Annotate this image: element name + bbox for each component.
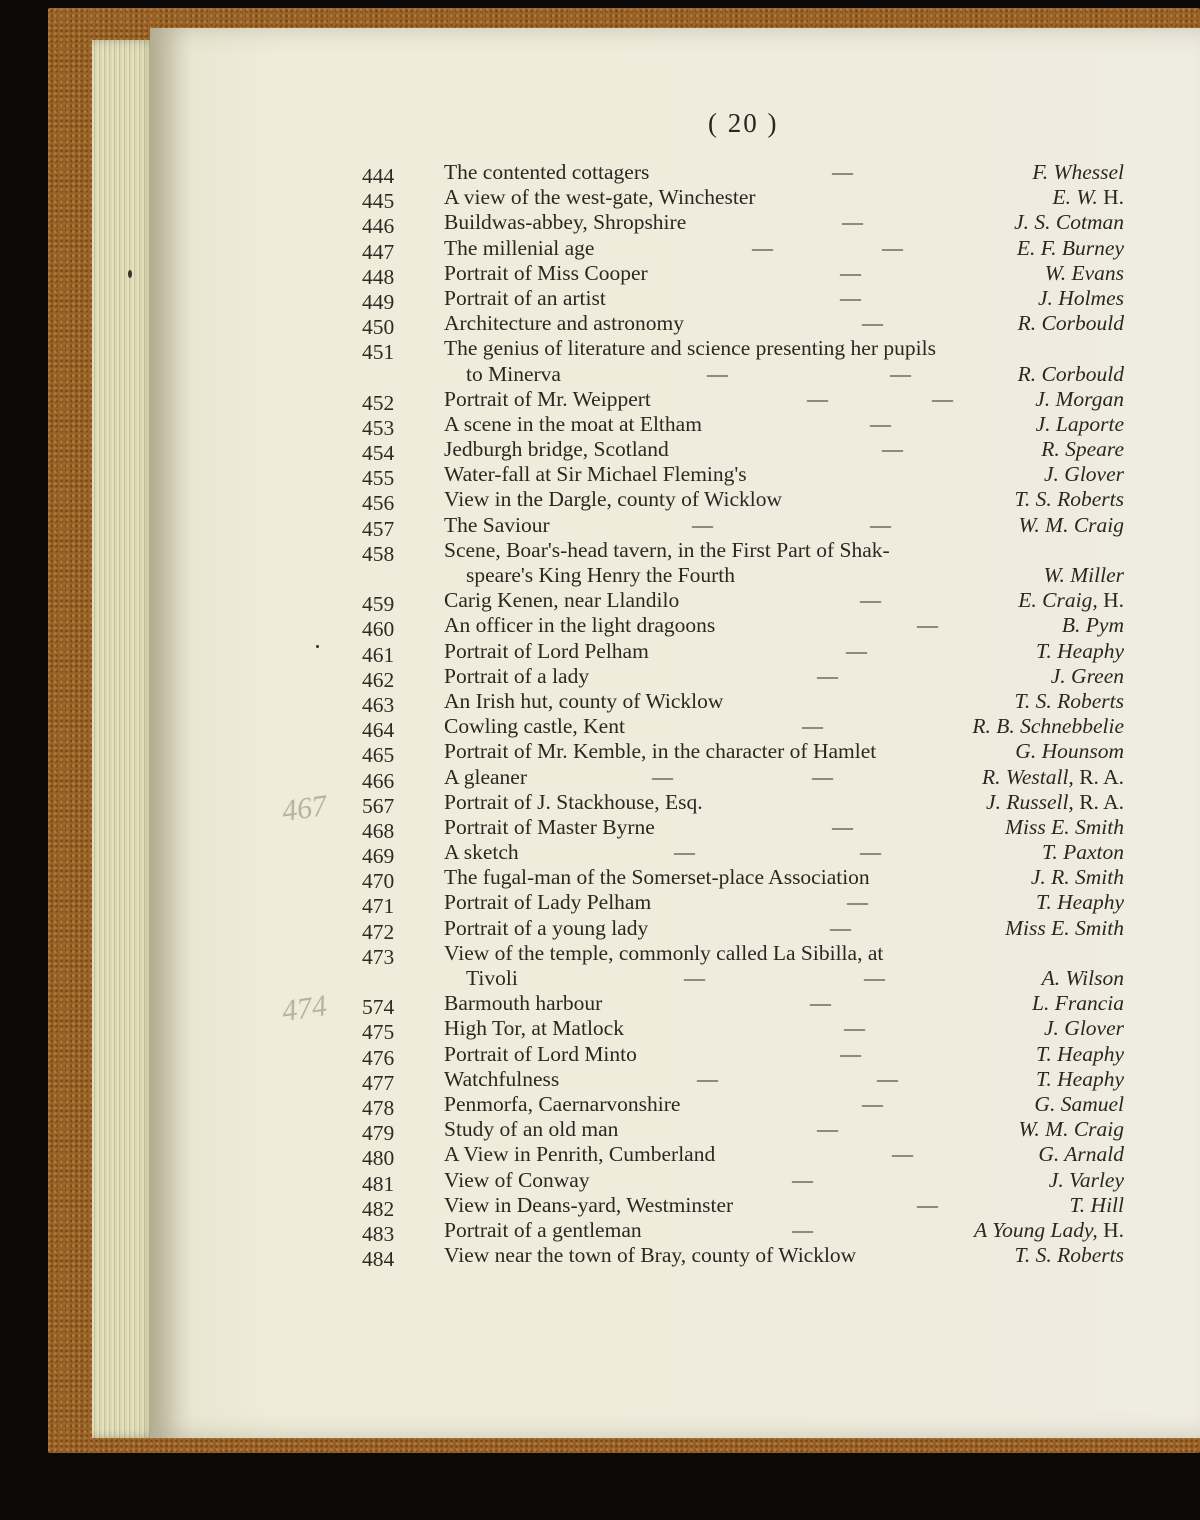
entry-artist <box>1018 311 1124 336</box>
entry-dash: — <box>684 966 705 990</box>
entry-artist <box>1032 991 1124 1016</box>
entry-artist <box>1042 966 1124 991</box>
artist-name: T. Heaphy <box>1036 1066 1124 1091</box>
entry-number: 479 <box>362 1121 395 1146</box>
catalogue-entry <box>362 185 1132 214</box>
entry-number: 444 <box>362 164 395 188</box>
catalogue-entry <box>362 991 1132 1020</box>
artist-name: E. F. Burney <box>1016 235 1124 260</box>
entry-dash: — <box>844 1016 865 1041</box>
artist-name: L. Francia <box>1032 991 1124 1016</box>
artist-name: T. Paxton <box>1041 840 1124 865</box>
catalogue-entry <box>362 940 1132 969</box>
entry-dash: — <box>817 1117 838 1142</box>
entry-title: Portrait of Lord Pelham <box>444 638 649 663</box>
entry-title: Tivoli <box>466 966 518 990</box>
entry-dash: — <box>870 512 891 537</box>
entry-title: Carig Kenen, near Llandilo <box>444 588 680 613</box>
catalogue-entry <box>362 915 1132 944</box>
artist-suffix: R. A. <box>1079 764 1124 789</box>
catalogue-entry <box>362 638 1132 667</box>
entry-artist <box>1035 387 1124 412</box>
catalogue-entry <box>362 362 1132 387</box>
artist-name: R. B. Schnebbelie <box>972 714 1124 739</box>
artist-suffix: H. <box>1103 185 1124 210</box>
artist-name: T. Heaphy <box>1036 1041 1124 1066</box>
entry-number: 481 <box>362 1171 395 1196</box>
artist-name: J. Glover <box>1044 462 1124 487</box>
catalogue-entry <box>362 613 1132 642</box>
entry-number: 456 <box>362 491 395 516</box>
catalogue-entry <box>362 487 1132 516</box>
entry-number: 465 <box>362 743 395 768</box>
artist-name: T. S. Roberts <box>1014 688 1124 713</box>
entry-title: An Irish hut, county of Wicklow <box>444 688 724 713</box>
entry-title: Penmorfa, Caernarvonshire <box>444 1091 681 1116</box>
catalogue-entry <box>362 1142 1132 1171</box>
entry-artist <box>1044 462 1124 487</box>
artist-name: R. Speare <box>1041 437 1124 462</box>
catalogue-entry <box>362 1016 1132 1045</box>
entry-artist <box>1051 664 1124 689</box>
artist-name: J. R. Smith <box>1030 865 1124 890</box>
entry-title: Architecture and astronomy <box>444 311 684 336</box>
entry-title: Portrait of Lady Pelham <box>444 890 652 915</box>
entry-number: 453 <box>362 415 395 440</box>
catalogue-entry <box>362 1041 1132 1070</box>
entry-artist <box>1041 437 1124 462</box>
entry-dash: — <box>842 210 863 235</box>
entry-title: A scene in the moat at Eltham <box>444 411 702 436</box>
artist-suffix: R. A. <box>1079 789 1124 814</box>
entry-title: The genius of literature and science presenting her pupils <box>444 336 936 361</box>
entry-title: Watchfulness <box>444 1066 560 1091</box>
entry-number: 476 <box>362 1045 395 1070</box>
entry-title: A sketch <box>444 840 519 865</box>
artist-name: T. S. Roberts <box>1014 487 1124 512</box>
entry-number: 460 <box>362 617 395 642</box>
entry-title: Portrait of an artist <box>444 285 606 310</box>
entry-artist <box>1018 513 1124 538</box>
entry-dash: — <box>817 663 838 688</box>
entry-dash: — <box>807 386 828 411</box>
entry-dash: — <box>697 1066 718 1091</box>
entry-dash: — <box>932 386 953 411</box>
artist-name: J. Green <box>1050 663 1124 688</box>
entry-title: An officer in the light dragoons <box>444 613 716 638</box>
entry-artist <box>1015 487 1125 512</box>
entry-artist <box>1005 916 1124 941</box>
entry-title: Portrait of Master Byrne <box>444 814 655 839</box>
entry-title: A view of the west-gate, Winchester <box>444 185 756 210</box>
entry-number: 471 <box>362 894 395 919</box>
entry-artist <box>1034 1092 1124 1117</box>
entry-title: Jedburgh bridge, Scotland <box>444 437 669 462</box>
entry-artist <box>1014 210 1124 235</box>
entry-number: 459 <box>362 592 395 617</box>
entry-artist <box>1015 1243 1125 1268</box>
entry-dash: — <box>812 764 833 789</box>
entry-dash: — <box>792 1167 813 1192</box>
entry-number: 455 <box>362 466 395 491</box>
entry-number: 472 <box>362 919 395 944</box>
catalogue-entry <box>362 890 1132 919</box>
entry-title: View of the temple, commonly called La Sibilla, at <box>444 940 884 965</box>
entry-dash: — <box>692 512 713 537</box>
entry-artist <box>1017 236 1124 261</box>
entry-title: The contented cottagers <box>444 160 650 184</box>
artist-name: G. Arnald <box>1038 1142 1124 1167</box>
entry-number: 451 <box>362 340 395 365</box>
entry-number: 448 <box>362 264 395 289</box>
entry-dash: — <box>832 814 853 839</box>
entry-number: 458 <box>362 541 395 566</box>
artist-suffix: H. <box>1103 1217 1124 1242</box>
entry-title: A gleaner <box>444 764 527 789</box>
entry-number: 466 <box>362 768 395 793</box>
entry-number: 477 <box>362 1070 395 1095</box>
entry-title: The Saviour <box>444 512 550 537</box>
entry-number: 470 <box>362 869 395 894</box>
entry-dash: — <box>877 1066 898 1091</box>
ink-speck <box>128 270 132 278</box>
entry-artist <box>1036 890 1124 915</box>
catalogue-entry <box>362 563 1132 588</box>
catalogue-entry <box>362 1217 1132 1246</box>
entry-number: 473 <box>362 944 395 969</box>
entry-number: 574 <box>362 995 395 1020</box>
catalogue-entry <box>362 865 1132 894</box>
catalogue-entry <box>362 739 1132 768</box>
entry-title: Portrait of a gentleman <box>444 1217 642 1242</box>
catalogue-entry <box>362 688 1132 717</box>
artist-name: E. W. <box>1052 185 1098 210</box>
entry-artist <box>982 765 1124 790</box>
entry-number: 482 <box>362 1196 395 1221</box>
catalogue-entry <box>362 1167 1132 1196</box>
artist-name: E. Craig, <box>1018 588 1098 613</box>
artist-name: W. M. Craig <box>1018 1117 1124 1142</box>
entry-title: High Tor, at Matlock <box>444 1016 624 1041</box>
entry-number: 567 <box>362 793 395 818</box>
artist-name: R. Corbould <box>1017 311 1124 336</box>
artist-name: T. Hill <box>1069 1192 1124 1217</box>
entry-artist <box>1015 739 1124 764</box>
artist-name: Miss E. Smith <box>1005 814 1124 839</box>
artist-name: F. Whessel <box>1032 160 1124 184</box>
entry-dash: — <box>752 235 773 260</box>
entry-artist <box>1062 613 1124 638</box>
entry-title: View near the town of Bray, county of Wicklow <box>444 1243 857 1268</box>
entry-title: View in the Dargle, county of Wicklow <box>444 487 782 512</box>
artist-name: J. Laporte <box>1035 411 1124 436</box>
catalogue-entry <box>362 1243 1132 1272</box>
entry-number: 445 <box>362 189 395 214</box>
entry-artist <box>1018 588 1124 613</box>
entry-dash: — <box>882 235 903 260</box>
entry-title: Portrait of Lord Minto <box>444 1041 637 1066</box>
entry-dash: — <box>862 1091 883 1116</box>
catalogue-entry <box>362 512 1132 541</box>
catalogue-entry <box>362 311 1132 340</box>
entry-artist <box>974 1218 1124 1243</box>
catalogue-entry <box>362 462 1132 491</box>
entry-dash: — <box>882 437 903 462</box>
artist-name: G. Hounsom <box>1015 739 1124 764</box>
entry-dash: — <box>870 411 891 436</box>
entry-title: Scene, Boar's-head tavern, in the First Part of Shak- <box>444 537 890 562</box>
entry-number: 475 <box>362 1020 395 1045</box>
entry-title: Barmouth harbour <box>444 991 603 1016</box>
entry-artist <box>1044 1016 1124 1041</box>
artist-name: J. Glover <box>1044 1016 1124 1041</box>
entry-number: 478 <box>362 1095 395 1120</box>
entry-title: Portrait of Mr. Weippert <box>444 386 651 411</box>
page-number: ( 20 ) <box>708 108 779 138</box>
entry-dash: — <box>674 840 695 865</box>
artist-name: J. Varley <box>1048 1167 1124 1192</box>
page-edges <box>92 40 156 1438</box>
artist-name: G. Samuel <box>1034 1091 1124 1116</box>
artist-name: B. Pym <box>1061 613 1124 638</box>
entry-number: 446 <box>362 214 395 239</box>
catalogue-entry <box>362 437 1132 466</box>
entry-title: The millenial age <box>444 235 595 260</box>
catalogue-entry <box>362 1091 1132 1120</box>
artist-name: R. Westall, <box>982 764 1074 789</box>
entry-number: 484 <box>362 1247 395 1272</box>
entry-title: speare's King Henry the Fourth <box>466 563 735 587</box>
entry-title: Portrait of Miss Cooper <box>444 260 648 285</box>
entry-dash: — <box>846 638 867 663</box>
catalogue-entry <box>362 260 1132 289</box>
entry-title: Cowling castle, Kent <box>444 714 625 739</box>
artist-name: J. Holmes <box>1038 285 1124 310</box>
entry-artist <box>1018 362 1124 387</box>
margin-note: 474 <box>279 989 330 1028</box>
entry-number: 469 <box>362 844 395 869</box>
entry-artist <box>1049 1168 1124 1193</box>
entry-artist <box>1036 1067 1124 1092</box>
entry-artist <box>1036 639 1124 664</box>
entry-title: Portrait of J. Stackhouse, Esq. <box>444 789 703 814</box>
catalogue-entry <box>362 1117 1132 1146</box>
entry-dash: — <box>892 1142 913 1167</box>
catalogue-entry <box>362 966 1132 991</box>
entry-number: 461 <box>362 642 395 667</box>
catalogue-entry <box>362 285 1132 314</box>
catalogue-entry <box>362 789 1132 818</box>
entry-number: 449 <box>362 289 395 314</box>
entry-number: 480 <box>362 1146 395 1171</box>
entry-dash: — <box>810 991 831 1016</box>
artist-name: Miss E. Smith <box>1005 915 1124 940</box>
artist-name: W. Evans <box>1044 260 1124 285</box>
catalogue-entry <box>362 714 1132 743</box>
catalogue-entry-list <box>362 160 1132 1272</box>
catalogue-entry <box>362 1192 1132 1221</box>
entry-artist <box>1036 412 1124 437</box>
catalogue-entry <box>362 160 1132 188</box>
margin-note: 467 <box>279 789 330 828</box>
artist-name: J. Russell, <box>986 789 1074 814</box>
entry-dash: — <box>707 361 728 386</box>
ink-speck <box>316 645 319 648</box>
entry-artist <box>1038 286 1124 311</box>
catalogue-entry <box>362 764 1132 793</box>
catalogue-entry <box>362 663 1132 692</box>
entry-artist <box>1031 865 1124 890</box>
artist-name: R. Corbould <box>1017 361 1124 386</box>
entry-number: 462 <box>362 667 395 692</box>
entry-dash: — <box>840 260 861 285</box>
artist-name: J. Morgan <box>1035 386 1124 411</box>
entry-dash: — <box>860 840 881 865</box>
catalogue-entry <box>362 210 1132 239</box>
entry-title: Portrait of Mr. Kemble, in the character of Hamlet <box>444 739 877 764</box>
entry-dash: — <box>862 311 883 336</box>
entry-artist <box>1044 563 1124 588</box>
artist-name: T. Heaphy <box>1036 638 1124 663</box>
entry-number: 468 <box>362 818 395 843</box>
artist-name: A Young Lady, <box>974 1217 1098 1242</box>
catalogue-entry <box>362 1066 1132 1095</box>
entry-artist <box>986 790 1124 815</box>
entry-dash: — <box>847 890 868 915</box>
entry-title: to Minerva <box>466 361 561 386</box>
artist-name: W. M. Craig <box>1018 512 1124 537</box>
entry-number: 464 <box>362 718 395 743</box>
catalogue-entry <box>362 336 1132 365</box>
catalogue-entry <box>362 235 1132 264</box>
entry-dash: — <box>864 966 885 990</box>
artist-name: W. Miller <box>1043 563 1124 587</box>
entry-dash: — <box>652 764 673 789</box>
entry-artist <box>1045 261 1124 286</box>
entry-artist <box>972 714 1124 739</box>
entry-title: The fugal-man of the Somerset-place Association <box>444 865 870 890</box>
entry-dash: — <box>830 915 851 940</box>
artist-name: J. S. Cotman <box>1014 210 1124 235</box>
entry-artist <box>1032 160 1124 185</box>
entry-title: Study of an old man <box>444 1117 619 1142</box>
entry-title: Portrait of a young lady <box>444 915 649 940</box>
entry-artist <box>1005 815 1124 840</box>
catalogue-entry <box>362 386 1132 415</box>
entry-dash: — <box>917 613 938 638</box>
entry-dash: — <box>832 160 853 184</box>
entry-number: 454 <box>362 441 395 466</box>
entry-title: Water-fall at Sir Michael Fleming's <box>444 462 747 487</box>
entry-title: Buildwas-abbey, Shropshire <box>444 210 687 235</box>
artist-name: T. Heaphy <box>1036 890 1124 915</box>
entry-artist <box>1069 1193 1124 1218</box>
artist-name: T. S. Roberts <box>1014 1243 1124 1268</box>
entry-dash: — <box>840 285 861 310</box>
artist-name: A. Wilson <box>1041 966 1124 990</box>
entry-artist <box>1018 1117 1124 1142</box>
entry-title: View of Conway <box>444 1167 590 1192</box>
entry-title: Portrait of a lady <box>444 663 590 688</box>
entry-dash: — <box>840 1041 861 1066</box>
entry-dash: — <box>890 361 911 386</box>
entry-artist <box>1053 185 1124 210</box>
entry-number: 463 <box>362 692 395 717</box>
entry-number: 450 <box>362 315 395 340</box>
entry-title: A View in Penrith, Cumberland <box>444 1142 716 1167</box>
entry-number: 483 <box>362 1221 395 1246</box>
entry-number: 457 <box>362 516 395 541</box>
entry-artist <box>1042 840 1124 865</box>
entry-artist <box>1038 1142 1124 1167</box>
entry-dash: — <box>917 1192 938 1217</box>
entry-title: View in Deans-yard, Westminster <box>444 1192 734 1217</box>
entry-dash: — <box>792 1217 813 1242</box>
entry-number: 447 <box>362 239 395 264</box>
entry-dash: — <box>802 714 823 739</box>
catalogue-entry <box>362 537 1132 566</box>
artist-suffix: H. <box>1103 588 1124 613</box>
entry-artist <box>1036 1042 1124 1067</box>
catalogue-entry <box>362 814 1132 843</box>
entry-number: 452 <box>362 390 395 415</box>
catalogue-entry <box>362 411 1132 440</box>
entry-dash: — <box>860 588 881 613</box>
catalogue-entry <box>362 840 1132 869</box>
catalogue-entry <box>362 588 1132 617</box>
entry-artist <box>1015 689 1125 714</box>
